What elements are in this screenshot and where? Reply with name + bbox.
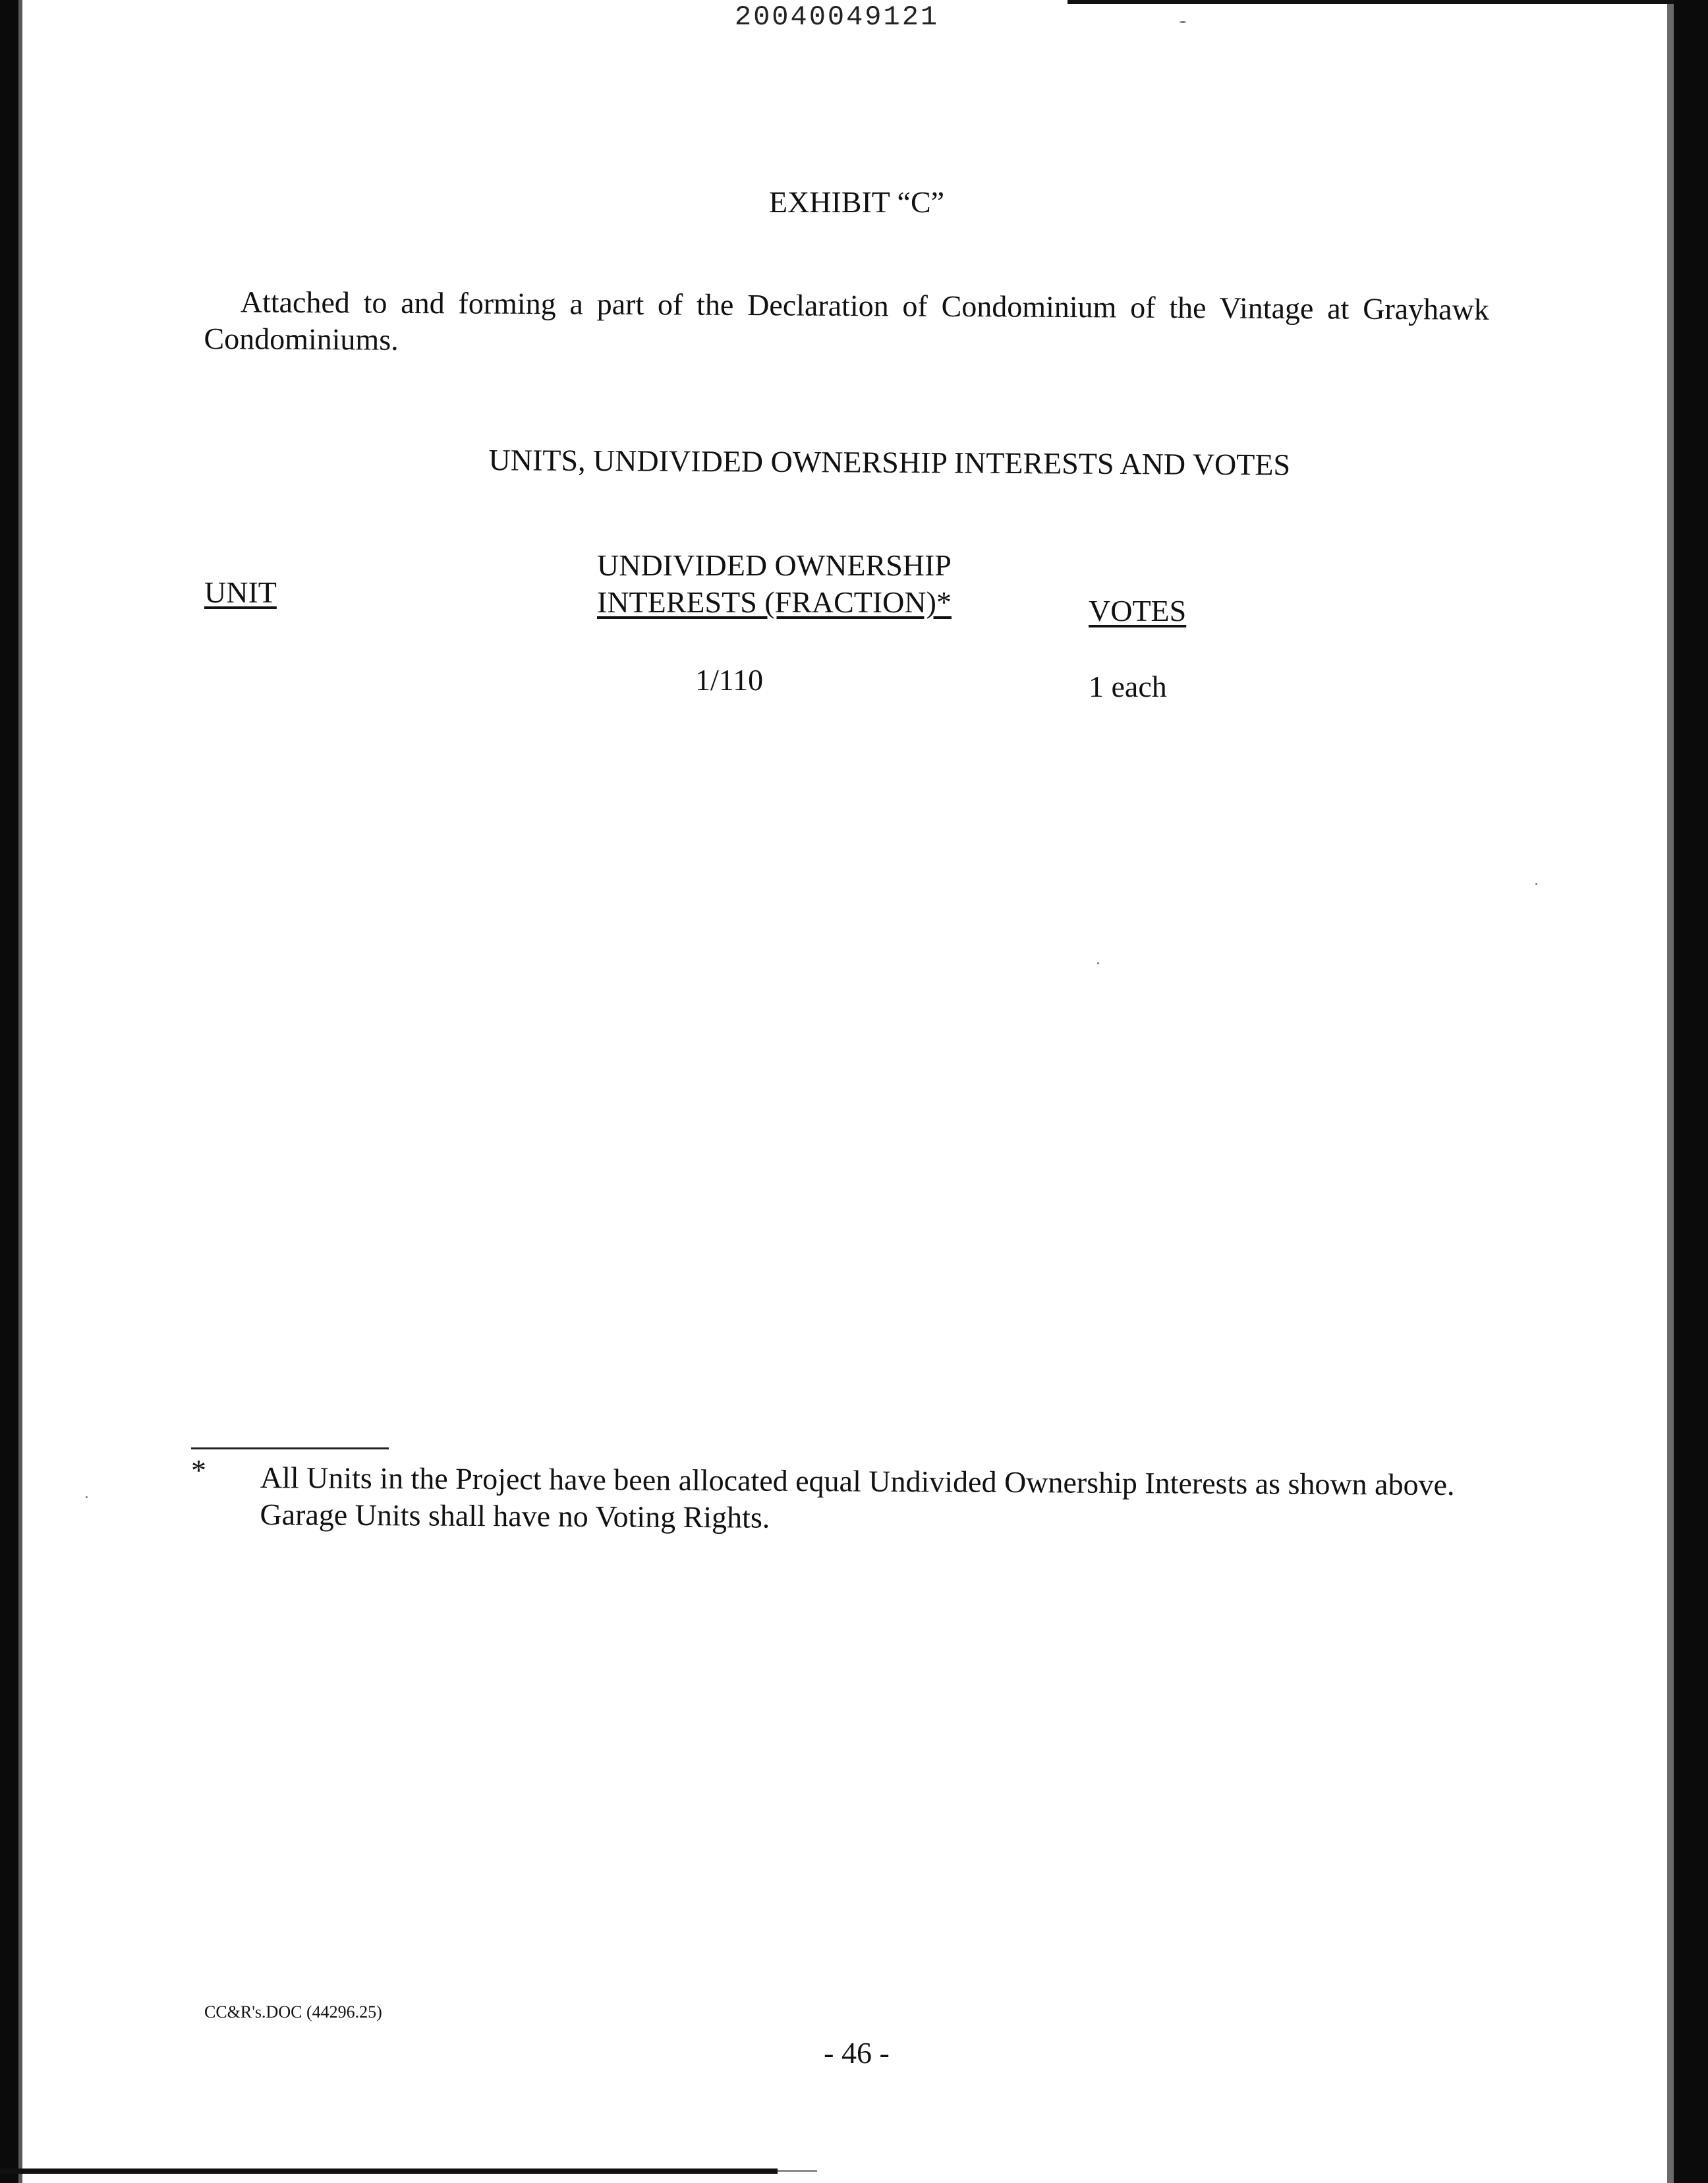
table-cell-interest: 1/110 [695, 663, 764, 697]
column-header-interest-line2: INTERESTS (FRACTION)* [597, 585, 952, 619]
section-heading: UNITS, UNDIVIDED OWNERSHIP INTERESTS AND VOTES [488, 443, 1291, 482]
scan-speck [1097, 962, 1099, 964]
document-number: 20040049121 [734, 1, 940, 33]
exhibit-title: EXHIBIT “C” [768, 185, 945, 219]
scan-border-bottom-fade [778, 2170, 817, 2172]
scan-border-left-shadow [18, 0, 22, 2183]
column-header-interest-line1: UNDIVIDED OWNERSHIP [597, 548, 952, 582]
column-header-interest [597, 547, 1019, 621]
footnote-text: All Units in the Project have been allocated equal Undivided Ownership Interests as shown above. Garage Units shall have no Voting Rights. [260, 1461, 1455, 1534]
footnote-separator [191, 1447, 389, 1449]
table-cell-votes: 1 each [1089, 670, 1167, 703]
intro-paragraph: Attached to and forming a part of the Declaration of Condominium of the Vintage at Grayhawk Condominiums. [204, 285, 1489, 357]
page-number: - 46 - [824, 2036, 890, 2070]
column-header-votes: VOTES [1089, 594, 1187, 627]
footnote-marker: * [191, 1453, 206, 1487]
file-reference: CC&R's.DOC (44296.25) [204, 2002, 382, 2022]
scan-speck [86, 1496, 88, 1498]
scan-border-right [1674, 0, 1708, 2183]
column-header-unit: UNIT [204, 575, 277, 609]
scan-speck [1180, 21, 1186, 23]
scan-speck [1535, 883, 1537, 885]
scan-top-edge [1068, 0, 1674, 4]
scan-border-left [0, 0, 18, 2183]
scan-border-bottom [0, 2168, 778, 2174]
scan-border-right-shadow [1667, 0, 1674, 2183]
